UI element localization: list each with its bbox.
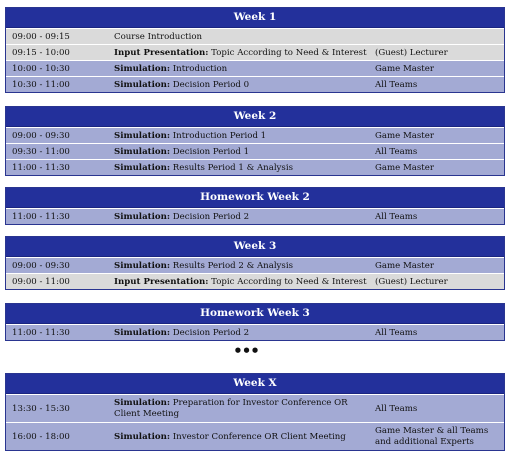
table-row (6, 76, 504, 92)
table-row (6, 273, 504, 289)
table-row (6, 324, 504, 340)
activity-cell: Simulation: Introduction (114, 64, 228, 74)
responsible-cell: Game Master (375, 261, 434, 271)
time-cell: 09:00 - 09:15 (12, 32, 70, 42)
block-title: Homework Week 2 (6, 188, 504, 208)
week-1-block (5, 7, 505, 93)
block-title: Week X (6, 374, 504, 394)
activity-cell: Course Introduction (114, 32, 203, 42)
time-cell: 11:00 - 11:30 (12, 163, 70, 173)
time-cell: 09:15 - 10:00 (12, 48, 70, 58)
responsible-cell: All Teams (375, 404, 418, 414)
activity-cell: Input Presentation: Topic According to Need & Interest (114, 277, 367, 287)
activity-cell: Simulation: Results Period 1 & Analysis (114, 163, 293, 173)
ellipsis: ••• (233, 342, 259, 360)
week-3-block (5, 236, 505, 290)
table-row (6, 208, 504, 224)
responsible-cell: (Guest) Lecturer (375, 277, 448, 287)
activity-cell: Simulation: Decision Period 2 (114, 212, 250, 222)
homework-week-3-block (5, 303, 505, 341)
table-row (6, 159, 504, 175)
block-title: Week 3 (6, 237, 504, 257)
activity-cell: Simulation: Decision Period 1 (114, 147, 250, 157)
time-cell: 09:00 - 09:30 (12, 131, 70, 141)
activity-cell: Simulation: Preparation for Investor Conference OR Client Meeting (114, 398, 348, 419)
responsible-cell: All Teams (375, 80, 418, 90)
activity-cell: Simulation: Results Period 2 & Analysis (114, 261, 293, 271)
time-cell: 10:00 - 10:30 (12, 64, 70, 74)
block-title: Week 1 (6, 8, 504, 28)
week-x-block (5, 373, 505, 451)
table-row (6, 257, 504, 273)
table-row (6, 28, 504, 44)
responsible-cell: Game Master (375, 163, 434, 173)
homework-week-2-block (5, 187, 505, 225)
activity-cell: Input Presentation: Topic According to Need & Interest (114, 48, 367, 58)
responsible-cell: All Teams (375, 212, 418, 222)
responsible-cell: (Guest) Lecturer (375, 48, 448, 58)
responsible-cell: Game Master (375, 64, 434, 74)
activity-cell: Simulation: Introduction Period 1 (114, 131, 267, 141)
time-cell: 09:00 - 09:30 (12, 261, 70, 271)
block-title: Week 2 (6, 107, 504, 127)
time-cell: 16:00 - 18:00 (12, 432, 70, 442)
responsible-cell: All Teams (375, 147, 418, 157)
table-row (6, 44, 504, 60)
responsible-cell: Game Master (375, 131, 434, 141)
time-cell: 09:00 - 11:00 (12, 277, 70, 287)
responsible-cell: Game Master & all Teams and additional Experts (375, 426, 489, 447)
time-cell: 09:30 - 11:00 (12, 147, 70, 157)
block-title: Homework Week 3 (6, 304, 504, 324)
table-row (6, 127, 504, 143)
activity-cell: Simulation: Decision Period 0 (114, 80, 250, 90)
time-cell: 11:00 - 11:30 (12, 212, 70, 222)
table-row (6, 143, 504, 159)
table-row (6, 394, 504, 422)
table-row (6, 422, 504, 450)
responsible-cell: All Teams (375, 328, 418, 338)
activity-cell: Simulation: Decision Period 2 (114, 328, 250, 338)
time-cell: 10:30 - 11:00 (12, 80, 70, 90)
time-cell: 13:30 - 15:30 (12, 404, 70, 414)
table-row (6, 60, 504, 76)
week-2-block (5, 106, 505, 176)
activity-cell: Simulation: Investor Conference OR Client Meeting (114, 432, 346, 442)
time-cell: 11:00 - 11:30 (12, 328, 70, 338)
